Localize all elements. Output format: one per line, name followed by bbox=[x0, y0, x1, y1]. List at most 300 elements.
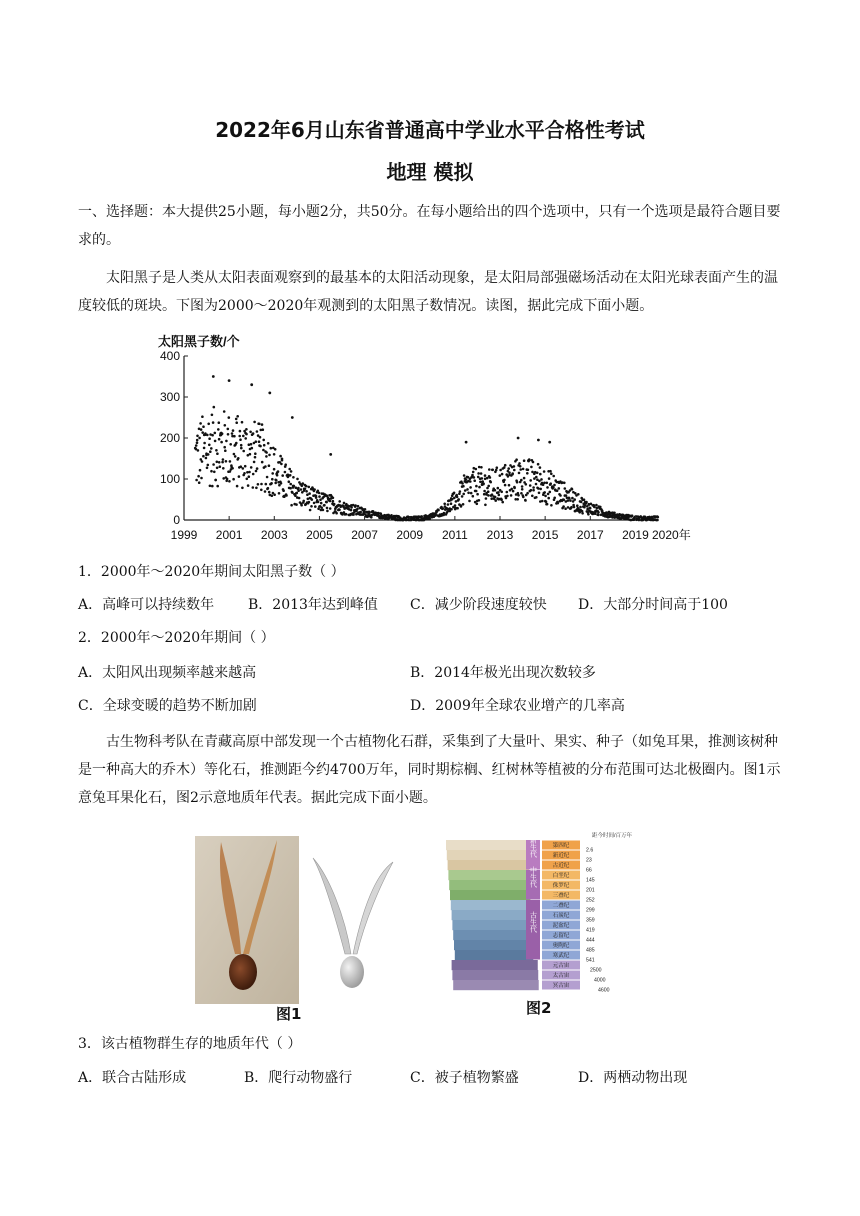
geo-era-name: 新生代 bbox=[529, 836, 537, 858]
geo-period-name: 白垩纪 bbox=[552, 873, 570, 880]
geo-band-fossil bbox=[448, 860, 529, 870]
data-point bbox=[302, 482, 305, 485]
data-point bbox=[638, 519, 641, 522]
data-point bbox=[265, 483, 268, 486]
data-point bbox=[315, 496, 318, 499]
data-point bbox=[235, 421, 238, 424]
data-point bbox=[526, 492, 529, 495]
geo-band-fossil bbox=[446, 840, 528, 850]
x-tick-label: 2011 bbox=[441, 528, 468, 542]
data-point bbox=[332, 500, 335, 503]
question-1-stem: 1．2000年～2020年期间太阳黑子数（ ） bbox=[78, 564, 345, 580]
data-point bbox=[556, 489, 559, 492]
data-point bbox=[513, 469, 516, 472]
data-point bbox=[240, 447, 243, 450]
data-point bbox=[475, 468, 478, 471]
data-point bbox=[208, 444, 211, 447]
geo-band-fossil bbox=[452, 920, 531, 930]
question-3-stem: 3．该古植物群生存的地质年代（ ） bbox=[78, 1036, 302, 1052]
data-point bbox=[579, 506, 582, 509]
data-point bbox=[496, 466, 499, 469]
data-point bbox=[585, 501, 588, 504]
data-point bbox=[313, 502, 316, 505]
geo-period-age: 485 bbox=[586, 947, 595, 954]
data-point bbox=[507, 467, 510, 470]
data-point bbox=[285, 494, 288, 497]
data-point bbox=[564, 507, 567, 510]
data-point bbox=[242, 467, 245, 470]
data-point bbox=[318, 492, 321, 495]
data-point bbox=[209, 450, 212, 453]
data-point bbox=[284, 463, 287, 466]
data-point bbox=[437, 509, 440, 512]
data-point bbox=[657, 516, 660, 519]
data-point bbox=[539, 466, 542, 469]
model-wing-left bbox=[313, 858, 351, 954]
geo-band-fossil bbox=[451, 900, 531, 910]
geo-period-age: 23 bbox=[586, 857, 592, 864]
data-point bbox=[656, 519, 659, 522]
data-point bbox=[302, 500, 305, 503]
data-point bbox=[318, 495, 321, 498]
data-point bbox=[323, 504, 326, 507]
data-point bbox=[252, 486, 255, 489]
data-point bbox=[243, 472, 246, 475]
data-point bbox=[557, 502, 560, 505]
model-seed bbox=[340, 956, 364, 988]
data-point bbox=[195, 444, 198, 447]
data-point bbox=[470, 492, 473, 495]
geo-period-name: 泥盆纪 bbox=[552, 923, 570, 930]
q1-option-c[interactable]: C．减少阶段速度较快 bbox=[410, 597, 547, 613]
data-point bbox=[308, 501, 311, 504]
data-point bbox=[539, 488, 542, 491]
data-point bbox=[240, 465, 243, 468]
data-point bbox=[523, 477, 526, 480]
data-point bbox=[483, 493, 486, 496]
exam-subtitle: 地理 模拟 bbox=[386, 160, 474, 184]
geo-era-name: 中生代 bbox=[529, 866, 537, 888]
data-point bbox=[543, 470, 546, 473]
data-point bbox=[525, 483, 528, 486]
data-point bbox=[481, 477, 484, 480]
data-point bbox=[216, 485, 219, 488]
data-point bbox=[216, 452, 219, 455]
data-point bbox=[508, 484, 511, 487]
data-point bbox=[477, 472, 480, 475]
geo-period-name: 奥陶纪 bbox=[552, 943, 570, 950]
data-point bbox=[573, 498, 576, 501]
data-point bbox=[499, 474, 502, 477]
data-point bbox=[205, 457, 208, 460]
data-point bbox=[261, 461, 264, 464]
data-point bbox=[538, 492, 541, 495]
data-point bbox=[498, 494, 501, 497]
q3-option-b[interactable]: B．爬行动物盛行 bbox=[244, 1070, 353, 1086]
data-point bbox=[552, 475, 555, 478]
q2-option-a[interactable]: A．太阳风出现频率越来越高 bbox=[78, 665, 257, 681]
x-tick-label: 1999 bbox=[170, 528, 198, 542]
data-point bbox=[229, 443, 232, 446]
data-point bbox=[280, 463, 283, 466]
data-point bbox=[220, 441, 223, 444]
data-point bbox=[500, 498, 503, 501]
data-point bbox=[273, 453, 276, 456]
data-point bbox=[201, 431, 204, 434]
data-point bbox=[248, 471, 251, 474]
data-point bbox=[247, 484, 250, 487]
data-point bbox=[475, 490, 478, 493]
data-point bbox=[535, 483, 538, 486]
data-point bbox=[271, 494, 274, 497]
data-point bbox=[597, 514, 600, 517]
geo-period-name: 太古宙 bbox=[552, 973, 570, 980]
data-point bbox=[537, 463, 540, 466]
figure-2-geologic-table bbox=[440, 828, 650, 996]
data-point bbox=[597, 511, 600, 514]
data-point bbox=[314, 505, 317, 508]
data-point bbox=[543, 482, 546, 485]
data-point bbox=[203, 442, 206, 445]
data-point bbox=[264, 465, 267, 468]
data-point bbox=[471, 474, 474, 477]
data-point bbox=[329, 507, 332, 510]
data-point bbox=[300, 488, 303, 491]
data-point bbox=[306, 493, 309, 496]
data-point bbox=[260, 483, 263, 486]
q3-option-c[interactable]: C．被子植物繁盛 bbox=[410, 1070, 519, 1086]
data-point bbox=[350, 506, 353, 509]
data-point bbox=[280, 482, 283, 485]
q1-option-d[interactable]: D．大部分时间高于100 bbox=[578, 597, 728, 613]
data-point bbox=[513, 465, 516, 468]
data-point bbox=[255, 487, 258, 490]
chart-axes bbox=[184, 356, 658, 520]
data-point bbox=[262, 449, 265, 452]
data-point bbox=[270, 447, 273, 450]
data-point bbox=[547, 493, 550, 496]
data-point bbox=[245, 428, 248, 431]
data-point bbox=[250, 466, 253, 469]
fossil-seed bbox=[229, 954, 257, 990]
data-point bbox=[223, 410, 226, 413]
data-point bbox=[354, 504, 357, 507]
data-point bbox=[503, 479, 506, 482]
q1-option-b[interactable]: B．2013年达到峰值 bbox=[248, 597, 378, 613]
geo-period-age: 419 bbox=[586, 927, 595, 934]
data-point bbox=[485, 497, 488, 500]
data-point bbox=[513, 487, 516, 490]
x-tick-label: 2007 bbox=[351, 528, 378, 542]
data-point bbox=[511, 472, 514, 475]
data-point bbox=[484, 504, 487, 507]
data-point bbox=[543, 491, 546, 494]
data-point-peak bbox=[212, 375, 215, 378]
data-point bbox=[241, 421, 244, 424]
data-point bbox=[494, 496, 497, 499]
data-point bbox=[308, 486, 311, 489]
data-point bbox=[472, 495, 475, 498]
data-point bbox=[255, 470, 258, 473]
data-point bbox=[357, 505, 360, 508]
data-point bbox=[510, 488, 513, 491]
data-point bbox=[462, 503, 465, 506]
geo-period-age: 252 bbox=[586, 897, 595, 904]
data-point bbox=[482, 482, 485, 485]
data-point bbox=[228, 416, 231, 419]
data-point bbox=[252, 473, 255, 476]
q3-option-d[interactable]: D．两栖动物出现 bbox=[578, 1070, 688, 1086]
data-point bbox=[500, 491, 503, 494]
sunspot-chart bbox=[150, 328, 710, 550]
data-point bbox=[281, 458, 284, 461]
data-point bbox=[567, 499, 570, 502]
geo-period-age: 201 bbox=[586, 887, 595, 894]
data-point bbox=[275, 479, 278, 482]
data-point bbox=[267, 442, 270, 445]
data-point bbox=[631, 514, 634, 517]
data-point bbox=[242, 450, 245, 453]
data-point bbox=[297, 489, 300, 492]
data-point bbox=[211, 485, 214, 488]
data-point bbox=[504, 484, 507, 487]
data-point bbox=[294, 495, 297, 498]
data-point bbox=[494, 499, 497, 502]
data-point bbox=[450, 508, 453, 511]
data-point bbox=[467, 492, 470, 495]
data-point bbox=[227, 428, 230, 431]
data-point bbox=[320, 502, 323, 505]
data-point bbox=[454, 504, 457, 507]
data-point bbox=[544, 495, 547, 498]
data-point bbox=[549, 482, 552, 485]
geo-band-fossil bbox=[454, 940, 533, 950]
data-point bbox=[550, 504, 553, 507]
x-tick-label: 2015 bbox=[531, 528, 559, 542]
data-point bbox=[200, 477, 203, 480]
data-point bbox=[229, 460, 232, 463]
q1-option-a[interactable]: A．高峰可以持续数年 bbox=[78, 597, 215, 613]
data-point bbox=[212, 463, 215, 466]
data-point bbox=[277, 470, 280, 473]
data-point bbox=[207, 423, 210, 426]
data-point bbox=[530, 466, 533, 469]
data-point bbox=[515, 458, 518, 461]
data-point bbox=[208, 437, 211, 440]
data-point bbox=[257, 483, 260, 486]
data-point bbox=[270, 482, 273, 485]
y-tick-label: 100 bbox=[159, 472, 180, 486]
data-point bbox=[473, 479, 476, 482]
geo-period-age: 4000 bbox=[594, 977, 606, 984]
data-point bbox=[587, 513, 590, 516]
data-point bbox=[265, 451, 268, 454]
data-point bbox=[520, 492, 523, 495]
data-point bbox=[531, 495, 534, 498]
geo-period-name: 二叠纪 bbox=[552, 903, 570, 910]
x-tick-label: 2003 bbox=[260, 528, 288, 542]
data-point bbox=[428, 517, 431, 520]
data-point bbox=[528, 459, 531, 462]
data-point bbox=[462, 493, 465, 496]
data-point bbox=[244, 465, 247, 468]
figure-1-fossil bbox=[195, 836, 405, 1006]
data-point bbox=[549, 491, 552, 494]
geo-period-name: 寒武纪 bbox=[552, 953, 570, 960]
data-point bbox=[268, 454, 271, 457]
data-point bbox=[593, 506, 596, 509]
data-point bbox=[526, 472, 529, 475]
x-tick-label: 2017 bbox=[576, 528, 604, 542]
data-point bbox=[231, 467, 234, 470]
data-point bbox=[580, 501, 583, 504]
data-point bbox=[296, 478, 299, 481]
passage-fossil: 古生物科考队在青藏高原中部发现一个古植物化石群，采集到了大量叶、果实、种子（如兔耳果，推测该树种是一种高大的乔木）等化石，推测距今约4700万年，同时期棕榈、红树林等植被的分布范围可达北极圈内。图1示意兔耳果化石，图2示意地质年代表。据此完成下面小题。 bbox=[78, 734, 781, 806]
geo-period-name: 石炭纪 bbox=[552, 913, 570, 920]
data-point bbox=[224, 424, 227, 427]
data-point bbox=[486, 477, 489, 480]
model-wing-right bbox=[353, 862, 393, 954]
data-point bbox=[202, 425, 205, 428]
geo-period-age: 541 bbox=[586, 957, 595, 964]
exam-title: 2022年6月山东省普通高中学业水平合格性考试 bbox=[215, 118, 645, 142]
data-point bbox=[453, 497, 456, 500]
data-point bbox=[293, 485, 296, 488]
data-point bbox=[195, 479, 198, 482]
data-point bbox=[235, 442, 238, 445]
data-point bbox=[469, 486, 472, 489]
data-point bbox=[519, 468, 522, 471]
x-tick-label: 2001 bbox=[215, 528, 243, 542]
geo-table-header: 距今时间/百万年 bbox=[592, 833, 633, 839]
figure-1-caption: 图1 bbox=[276, 1005, 302, 1023]
data-point bbox=[265, 455, 268, 458]
data-point bbox=[246, 478, 249, 481]
data-point bbox=[595, 504, 598, 507]
data-point bbox=[539, 473, 542, 476]
data-point bbox=[322, 509, 325, 512]
q3-option-a[interactable]: A．联合古陆形成 bbox=[78, 1070, 187, 1086]
data-point bbox=[463, 474, 466, 477]
data-point bbox=[278, 492, 281, 495]
geo-period-name: 冥古宙 bbox=[552, 983, 570, 990]
data-point bbox=[521, 488, 524, 491]
data-point bbox=[254, 452, 257, 455]
geo-band-fossil bbox=[450, 890, 530, 900]
data-point-peak bbox=[250, 383, 253, 386]
data-point bbox=[335, 512, 338, 515]
geo-period-age: 444 bbox=[586, 937, 595, 944]
data-point bbox=[219, 465, 222, 468]
data-point bbox=[263, 444, 266, 447]
data-point bbox=[491, 469, 494, 472]
data-point bbox=[518, 472, 521, 475]
data-point bbox=[570, 506, 573, 509]
data-point bbox=[216, 461, 219, 464]
data-point bbox=[211, 434, 214, 437]
data-point bbox=[581, 512, 584, 515]
data-point bbox=[516, 498, 519, 501]
x-tick-label: 2013 bbox=[486, 528, 514, 542]
data-point bbox=[232, 429, 235, 432]
data-point bbox=[234, 455, 237, 458]
data-point bbox=[199, 422, 202, 425]
q2-option-c[interactable]: C．全球变暖的趋势不断加剧 bbox=[78, 698, 257, 714]
data-point bbox=[317, 501, 320, 504]
data-point bbox=[518, 462, 521, 465]
q2-option-d[interactable]: D．2009年全球农业增产的几率高 bbox=[410, 698, 625, 714]
data-point bbox=[368, 511, 371, 514]
geo-band-fossil bbox=[447, 850, 529, 860]
data-point bbox=[251, 447, 254, 450]
geo-period-name: 古近纪 bbox=[552, 863, 570, 870]
data-point bbox=[345, 513, 348, 516]
data-point bbox=[313, 488, 316, 491]
data-point bbox=[210, 447, 213, 450]
data-point bbox=[223, 446, 226, 449]
data-point bbox=[259, 445, 262, 448]
data-point bbox=[548, 477, 551, 480]
data-point-peak bbox=[465, 441, 468, 444]
data-point bbox=[207, 453, 210, 456]
data-point bbox=[227, 433, 230, 436]
data-point bbox=[524, 499, 527, 502]
data-point bbox=[268, 464, 271, 467]
data-point bbox=[218, 461, 221, 464]
geo-period-name: 志留纪 bbox=[552, 933, 570, 940]
x-tick-label: 2009 bbox=[396, 528, 424, 542]
y-tick-label: 0 bbox=[173, 513, 180, 527]
data-point bbox=[506, 491, 509, 494]
data-point bbox=[532, 489, 535, 492]
data-point bbox=[266, 476, 269, 479]
data-point bbox=[197, 449, 200, 452]
data-point bbox=[549, 470, 552, 473]
data-point bbox=[258, 423, 261, 426]
data-point bbox=[577, 493, 580, 496]
data-point bbox=[550, 473, 553, 476]
data-point bbox=[253, 421, 256, 424]
data-point bbox=[564, 487, 567, 490]
data-point bbox=[459, 490, 462, 493]
data-point bbox=[484, 474, 487, 477]
data-point bbox=[237, 457, 240, 460]
data-point bbox=[304, 488, 307, 491]
data-point bbox=[214, 479, 217, 482]
data-point bbox=[559, 494, 562, 497]
y-tick-label: 300 bbox=[159, 390, 180, 404]
q2-option-b[interactable]: B．2014年极光出现次数较多 bbox=[410, 665, 596, 681]
data-point bbox=[461, 495, 464, 498]
data-point bbox=[235, 418, 238, 421]
data-point bbox=[198, 437, 201, 440]
data-point bbox=[450, 502, 453, 505]
data-point bbox=[249, 431, 252, 434]
data-point bbox=[297, 487, 300, 490]
data-point bbox=[536, 472, 539, 475]
data-point bbox=[214, 440, 217, 443]
data-point bbox=[476, 503, 479, 506]
data-point bbox=[262, 439, 265, 442]
data-point bbox=[212, 421, 215, 424]
data-point bbox=[210, 470, 213, 473]
data-point bbox=[291, 491, 294, 494]
data-point bbox=[231, 432, 234, 435]
data-point bbox=[267, 487, 270, 490]
data-point bbox=[200, 428, 203, 431]
question-2-stem: 2．2000年～2020年期间（ ） bbox=[78, 630, 275, 646]
data-point bbox=[338, 509, 341, 512]
